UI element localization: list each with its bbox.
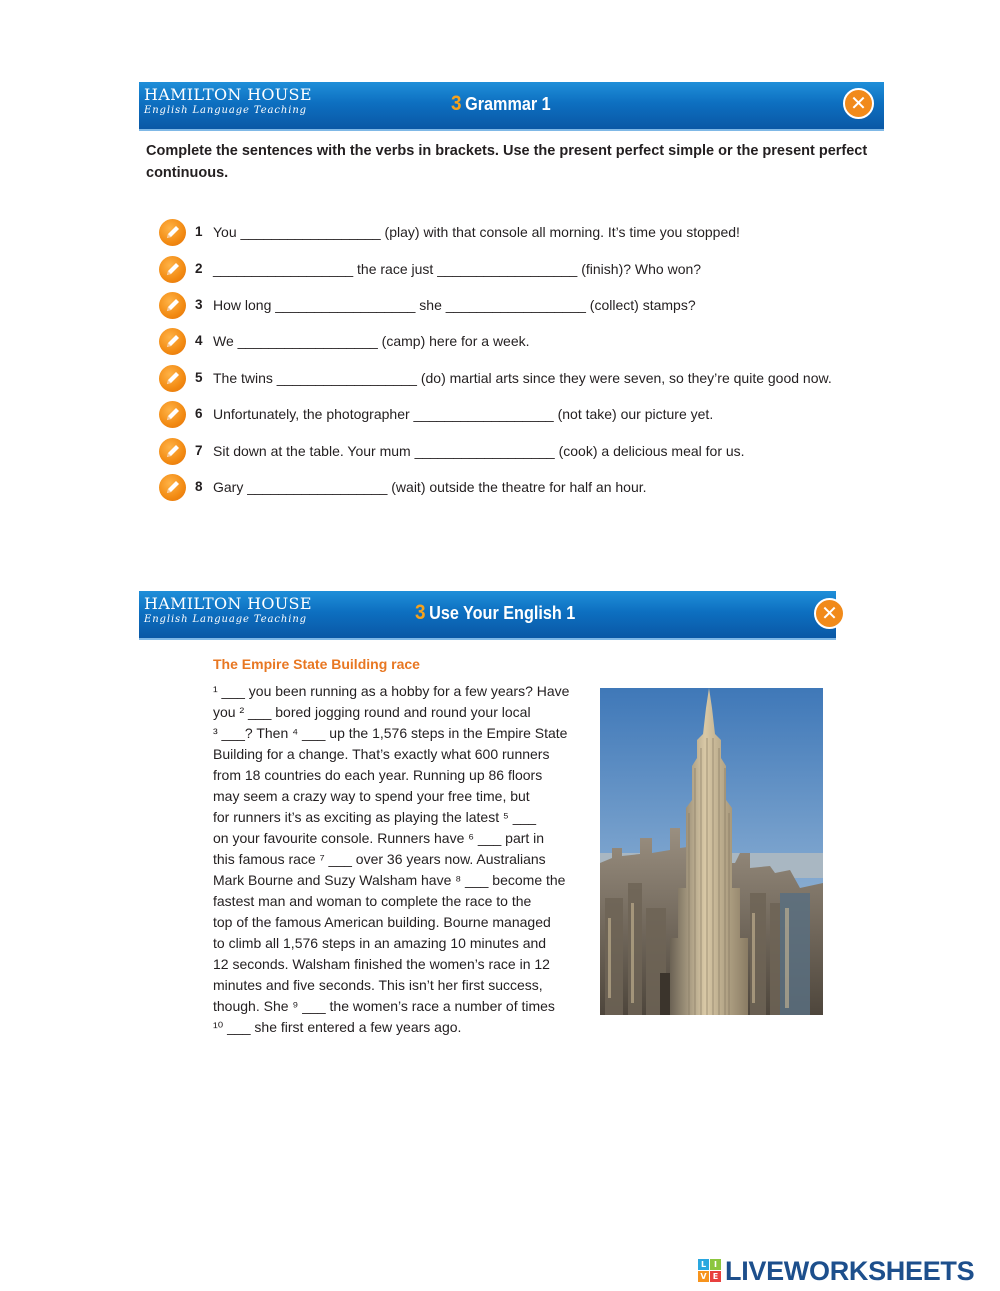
article-body: [213, 681, 593, 1038]
use-english-header-banner: [139, 591, 836, 640]
pencil-icon[interactable]: [159, 292, 186, 319]
exercise-item: [159, 474, 919, 502]
unit-title: [415, 601, 575, 625]
article-line: to climb all 1,576 steps in an amazing 10 minutes and: [213, 935, 547, 951]
unit-title-text: Use Your English 1: [429, 603, 576, 623]
brand-name: HAMILTON HOUSE: [144, 594, 312, 613]
article-line: minutes and five seconds. This isn’t her first success,: [213, 977, 543, 993]
item-sentence: Gary __________________ (wait) outside the theatre for half an hour.: [213, 479, 647, 495]
unit-number: 3: [415, 601, 426, 624]
liveworksheets-logo[interactable]: [698, 1256, 998, 1286]
logo-letter-i: I: [710, 1259, 721, 1270]
brand-logo: [144, 595, 312, 627]
close-icon: ✕: [821, 601, 838, 625]
brand-subtitle: English Language Teaching: [144, 614, 307, 625]
item-sentence: How long __________________ she __________________ (collect) stamps?: [213, 297, 696, 313]
item-sentence: __________________ the race just __________________ (finish)? Who won?: [213, 261, 702, 277]
item-number: 2: [195, 261, 203, 276]
article-line: though. She ⁹ ___ the women’s race a number of times: [213, 998, 555, 1014]
logo-letter-v: V: [698, 1271, 709, 1282]
exercise-item: [159, 365, 919, 393]
pencil-icon[interactable]: [159, 328, 186, 355]
item-number: 4: [195, 333, 203, 348]
article-title: The Empire State Building race: [213, 656, 420, 672]
item-number: 7: [195, 443, 203, 458]
article-line: this famous race ⁷ ___ over 36 years now. Australians: [213, 851, 546, 867]
item-sentence: Unfortunately, the photographer __________________ (not take) our picture yet.: [213, 406, 714, 422]
article-line: Mark Bourne and Suzy Walsham have ⁸ ___ become the: [213, 872, 566, 888]
pencil-icon[interactable]: [159, 219, 186, 246]
article-line: you ² ___ bored jogging round and round your local: [213, 704, 531, 720]
article-line: fastest man and woman to complete the race to the: [213, 893, 532, 909]
item-number: 1: [195, 224, 203, 239]
item-number: 3: [195, 297, 203, 312]
grammar-header-banner: [139, 82, 884, 131]
item-sentence: We __________________ (camp) here for a week.: [213, 333, 530, 349]
item-number: 5: [195, 370, 203, 385]
article-line: ¹⁰ ___ she first entered a few years ago.: [213, 1019, 462, 1035]
article-line: on your favourite console. Runners have ⁶ ___ part in: [213, 830, 545, 846]
article-line: Building for a change. That’s exactly what 600 runners: [213, 746, 550, 762]
liveworksheets-wordmark: LIVEWORKSHEETS: [725, 1256, 975, 1286]
unit-number: 3: [451, 92, 462, 115]
article-line: top of the famous American building. Bourne managed: [213, 914, 551, 930]
item-sentence: You __________________ (play) with that console all morning. It’s time you stopped!: [213, 224, 740, 240]
logo-letter-l: L: [698, 1259, 709, 1270]
article-line: may seem a crazy way to spend your free time, but: [213, 788, 530, 804]
article-line: for runners it’s as exciting as playing the latest ⁵ ___: [213, 809, 537, 825]
exercise-item: [159, 401, 919, 429]
exercise-item: [159, 256, 919, 284]
unit-title-text: Grammar 1: [465, 94, 551, 114]
close-button[interactable]: [814, 598, 845, 629]
liveworksheets-icon: [698, 1259, 722, 1283]
pencil-icon[interactable]: [159, 256, 186, 283]
item-number: 8: [195, 479, 203, 494]
exercise-item: [159, 328, 919, 356]
exercise-item: [159, 292, 919, 320]
item-sentence: Sit down at the table. Your mum __________________ (cook) a delicious meal for us.: [213, 443, 745, 459]
brand-subtitle: English Language Teaching: [144, 105, 307, 116]
exercise-item: [159, 219, 919, 247]
article-line: from 18 countries do each year. Running up 86 floors: [213, 767, 543, 783]
close-icon: ✕: [850, 91, 867, 115]
pencil-icon[interactable]: [159, 438, 186, 465]
close-button[interactable]: [843, 88, 874, 119]
logo-letter-e: E: [710, 1271, 721, 1282]
pencil-icon[interactable]: [159, 474, 186, 501]
article-line: 12 seconds. Walsham finished the women’s race in 12: [213, 956, 550, 972]
article-line: ³ ___? Then ⁴ ___ up the 1,576 steps in the Empire State: [213, 725, 568, 741]
brand-name: HAMILTON HOUSE: [144, 85, 312, 104]
item-sentence: The twins __________________ (do) martial arts since they were seven, so they’re quite good now.: [213, 370, 832, 386]
exercise-instructions: Complete the sentences with the verbs in brackets. Use the present perfect simple or the present perfect continuous.: [146, 143, 868, 181]
pencil-icon[interactable]: [159, 401, 186, 428]
empire-state-building-photo: [600, 688, 823, 1015]
article-line: ¹ ___ you been running as a hobby for a few years? Have: [213, 683, 570, 699]
exercise-item: [159, 438, 919, 466]
pencil-icon[interactable]: [159, 365, 186, 392]
item-number: 6: [195, 406, 203, 421]
brand-logo: [144, 86, 312, 118]
unit-title: [451, 92, 551, 116]
